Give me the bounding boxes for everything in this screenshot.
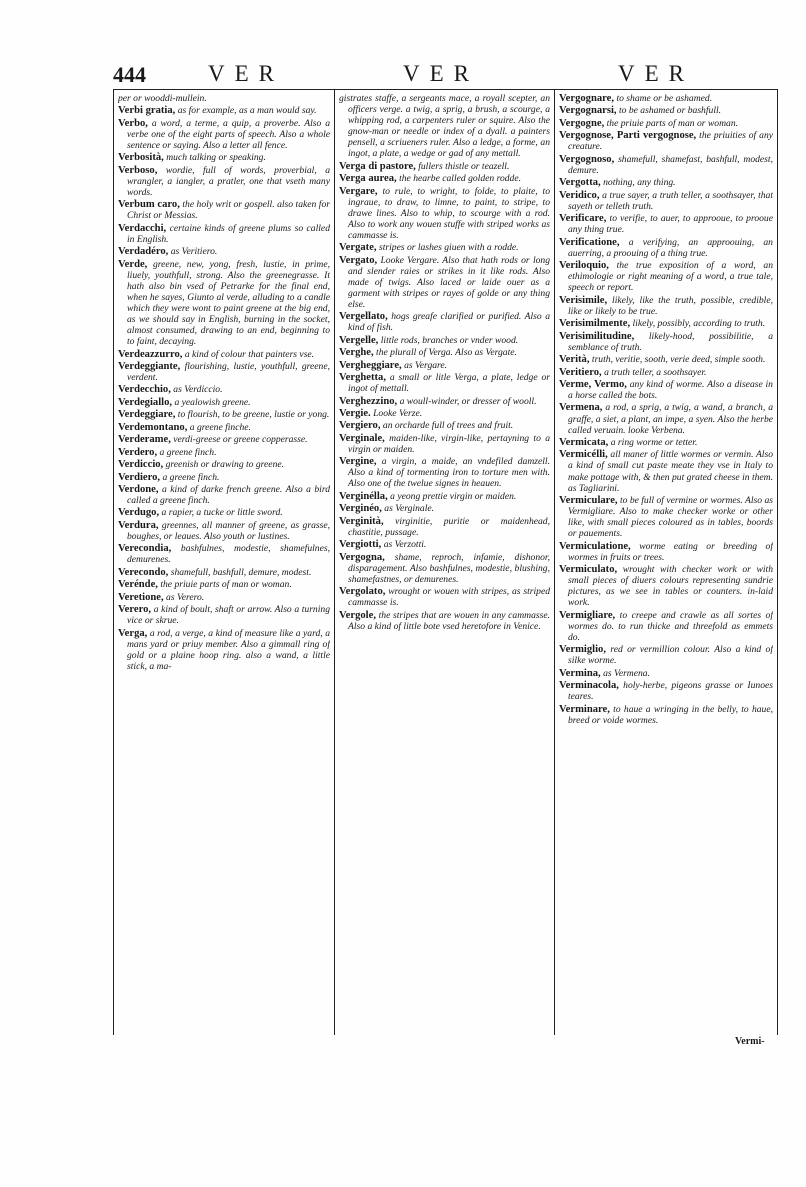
definition: the holy writ or gospell. also taken for Christ or Messias. <box>127 199 330 222</box>
running-head-right: VER <box>618 61 694 86</box>
dictionary-entry <box>339 456 550 489</box>
definition: to be ashamed or bashfull. <box>618 105 722 117</box>
dictionary-entry <box>559 495 773 539</box>
headword: Verénde, <box>118 579 158 591</box>
dictionary-entry <box>559 402 773 435</box>
headword: Verderame, <box>118 434 171 446</box>
headword: Verero, <box>118 604 152 616</box>
definition: greene, new, yong, fresh, lustie, in prime, liuely, youthfull, strong. Also the greenegrasse. It hath also bin vsed of Petrarke for the final end, when he sayes, Giunto al verde, alluding to a candle which they were wont to paint greene at the big end, as we should say in English, burning in the socket, almost consumed, drawing to an end, beginning to to faint, decaying. <box>127 258 330 348</box>
dictionary-entry <box>118 397 330 408</box>
dictionary-entry <box>339 552 550 585</box>
definition: a kind of darke french greene. Also a bird called a greene finch. <box>127 483 330 507</box>
dictionary-entry <box>559 237 773 259</box>
dictionary-entry <box>559 610 773 643</box>
definition: a rapier, a tucke or little sword. <box>161 507 283 519</box>
headword: Vermicata, <box>559 437 609 448</box>
definition: hogs greafe clarified or purified. Also a kind of fish. <box>348 311 550 334</box>
column-middle <box>339 93 550 1033</box>
dictionary-entry <box>339 335 550 346</box>
headword: Veritiero, <box>559 366 602 378</box>
headword: Verdecchio, <box>118 384 171 396</box>
definition: much talking or speaking. <box>166 152 266 164</box>
dictionary-entry <box>118 199 330 221</box>
definition: maiden-like, virgin-like, pertayning to a virgin or maiden. <box>348 432 550 455</box>
headword: Verificatione, <box>559 236 620 248</box>
definition: a kind of boult, shaft or arrow. Also a turning vice or skrue. <box>127 604 330 627</box>
headword: Verga di pastore, <box>339 160 416 172</box>
catchword: Vermi- <box>735 1036 765 1047</box>
running-head-left: VER <box>208 61 284 86</box>
headword: Verdemontano, <box>118 421 188 433</box>
dictionary-entry <box>118 105 330 116</box>
dictionary-entry <box>559 105 773 116</box>
dictionary-entry <box>339 408 550 419</box>
definition: holy-herbe, pigeons grasse or Iunoes teares. <box>568 680 773 703</box>
headword: Vermiculare, <box>559 495 618 507</box>
headword: Verme, Vermo, <box>559 378 627 390</box>
headword: Verisimilmente, <box>559 318 631 330</box>
headword: Vergotta, <box>559 177 601 189</box>
column-rule <box>777 90 778 1035</box>
headword: Verboso, <box>118 164 158 176</box>
dictionary-entry <box>559 295 773 317</box>
dictionary-entry <box>559 93 773 104</box>
dictionary-entry <box>559 668 773 679</box>
headword: Vergare, <box>339 185 378 197</box>
definition: to shame or be ashamed. <box>616 93 713 104</box>
headword: Vergie. <box>339 407 371 419</box>
headword: Verginélla, <box>339 490 388 502</box>
headword: Vergognare, <box>559 93 615 104</box>
definition: the stripes that are wouen in any cammasse. Also a kind of little bote vsed heretofore in Venice. <box>348 609 550 632</box>
definition: as Verzotti. <box>383 539 427 551</box>
headword: Verga aurea, <box>339 173 397 185</box>
headword: Veretione, <box>118 591 164 603</box>
definition: red or vermillion colour. Also a kind of silke worme. <box>568 644 773 667</box>
definition: a woull-winder, or dresser of wooll. <box>399 395 537 407</box>
headword: Verbum caro, <box>118 199 180 211</box>
dictionary-entry <box>339 360 550 371</box>
dictionary-entry <box>339 516 550 538</box>
dictionary-entry <box>339 372 550 394</box>
dictionary-entry <box>118 604 330 626</box>
headword: Verga, <box>118 627 148 639</box>
headword: Verde, <box>118 258 148 270</box>
dictionary-entry <box>559 331 773 353</box>
dictionary-entry <box>118 223 330 245</box>
dictionary-entry <box>559 564 773 608</box>
dictionary-entry <box>339 161 550 172</box>
dictionary-entry <box>118 459 330 470</box>
column-rule <box>334 90 335 1035</box>
definition: the priuities of any creature. <box>568 130 773 153</box>
column-rule <box>113 90 114 1035</box>
definition: likely, like the truth, possible, credible, like or likely to be true. <box>568 294 773 317</box>
definition: an orcharde full of trees and fruit. <box>382 420 514 432</box>
dictionary-entry <box>118 93 330 104</box>
headword: Verbo, <box>118 117 148 129</box>
dictionary-entry <box>559 704 773 726</box>
definition: shamefull, bashfull, demure, modest. <box>170 566 312 578</box>
headword: Verdugo, <box>118 507 160 519</box>
dictionary-entry <box>339 347 550 358</box>
definition: wrought with checker work or with small pieces of diuers colours representing sundrie pictures, as we see in tables or counters. in-laid work. <box>568 564 773 609</box>
dictionary-entry <box>339 420 550 431</box>
definition: as for example, as a man would say. <box>177 105 317 117</box>
definition: any kind of worme. Also a disease in a horse called the bots. <box>568 378 773 402</box>
headword: Verdegiallo, <box>118 396 173 408</box>
dictionary-entry <box>118 447 330 458</box>
dictionary-entry <box>118 484 330 506</box>
dictionary-entry <box>559 367 773 378</box>
dictionary-entry <box>118 246 330 257</box>
dictionary-entry <box>339 610 550 632</box>
headword: Verisimile, <box>559 294 608 306</box>
headword: Vergelle, <box>339 334 379 346</box>
definition: bashfulnes, modestie, shamefulnes, demurenes. <box>127 543 330 566</box>
definition: to be full of vermine or wormes. Also as Vermigliare. Also to make checker worke or other like, with small pieces coloured as in tables, boords or pauements. <box>568 495 773 540</box>
headword: Verminacola, <box>559 680 619 692</box>
headword: Vermiculato, <box>559 564 618 576</box>
dictionary-entry <box>339 586 550 608</box>
definition: likely-hood, possibilitie, a semblance of truth. <box>568 330 773 353</box>
headword: Vergognose, Parti vergognose, <box>559 130 697 142</box>
definition: truth, veritie, sooth, verie deed, simple sooth. <box>591 354 766 366</box>
definition: stripes or lashes giuen with a rodde. <box>378 242 519 254</box>
definition: wrought or wouen with stripes, as striped cammasse is. <box>348 586 550 609</box>
headword: Verginità, <box>339 515 384 527</box>
dictionary-entry <box>559 130 773 152</box>
dictionary-entry <box>559 190 773 212</box>
definition: a verifying, an approouing, an auerring, a proouing of a thing true. <box>568 236 773 259</box>
definition: virginitie, puritie or maidenhead, chastitie, pussage. <box>348 515 550 538</box>
dictionary-entry <box>559 318 773 329</box>
headword: Verghetta, <box>339 372 386 384</box>
headword: Veridico, <box>559 189 600 201</box>
column-left <box>118 93 330 1033</box>
headword: Vergiero, <box>339 420 381 432</box>
dictionary-entry <box>118 507 330 518</box>
definition: a truth teller, a soothsayer. <box>604 366 707 378</box>
definition: the true exposition of a word, an ethimologie or right meaning of a word, a true tale, speech or report. <box>568 260 773 294</box>
dictionary-entry <box>559 379 773 401</box>
definition: a kind of colour that painters vse. <box>184 348 315 360</box>
definition: the priuie parts of man or woman. <box>160 579 292 591</box>
definition: as Verero. <box>166 591 205 603</box>
headword: Verghe, <box>339 347 374 359</box>
dictionary-entry <box>118 567 330 578</box>
dictionary-entry <box>339 173 550 184</box>
definition: to creepe and crawle as all sortes of wormes do. to run thicke and threefold as emmets do. <box>568 609 773 643</box>
headword: Verdura, <box>118 519 159 531</box>
dictionary-entry <box>118 628 330 672</box>
headword: Vergheggiare, <box>339 359 402 371</box>
headword: Verdero, <box>118 446 158 458</box>
column-frame <box>113 90 778 1035</box>
definition: as Veritiero. <box>170 246 218 258</box>
dictionary-entry <box>559 260 773 293</box>
definition: verdi-greese or greene copperasse. <box>173 434 308 446</box>
definition: to haue a wringing in the belly, to haue, breed or voide wormes. <box>568 703 773 726</box>
dictionary-entry <box>118 422 330 433</box>
headword: Vermicélli, <box>559 449 608 461</box>
headword: Vermina, <box>559 667 601 679</box>
definition: a ring worme or tetter. <box>610 437 698 448</box>
dictionary-entry <box>559 449 773 493</box>
definition: a greene finch. <box>159 446 217 458</box>
headword: Vergine, <box>339 456 377 468</box>
definition: all maner of little wormes or vermin. Also a kind of small cut paste meate they vse in Italy to make pottage with, & then put grated cheese in them. as Tagliarini. <box>568 449 773 494</box>
headword: Verificare, <box>559 213 607 225</box>
headword: Vermiculatione, <box>559 540 631 552</box>
headword: Verdeazzurro, <box>118 348 183 360</box>
headword: Vergiotti, <box>339 539 382 551</box>
definition: a greene finch. <box>162 471 220 483</box>
headword: Verdacchi, <box>118 222 167 234</box>
definition: likely, possibly, according to truth. <box>632 318 766 330</box>
dictionary-entry <box>118 118 330 151</box>
headword: Vergato, <box>339 254 378 266</box>
dictionary-entry <box>118 472 330 483</box>
definition: to flourish, to be greene, lustie or yong. <box>177 409 330 421</box>
headword: Verdadéro, <box>118 246 169 258</box>
dictionary-entry <box>118 520 330 542</box>
definition: to rule, to wright, to folde, to plaite, to ingraue, to draw, to limne, to paint, to stripe, to drawe lines. Also to whip, to scourge with a rod. Also to work any wouen stuffe with striped works as cammasse is. <box>348 185 550 241</box>
definition: as Verginale. <box>384 503 435 515</box>
running-header <box>113 63 778 90</box>
definition: flourishing, lustie, youthfull, greene, verdent. <box>127 360 330 384</box>
headword: Verbi gratia, <box>118 105 176 117</box>
definition: shamefull, shamefast, bashfull, modest, demure. <box>568 153 773 176</box>
dictionary-entry <box>339 396 550 407</box>
headword: Veriloquio, <box>559 260 609 272</box>
dictionary-entry <box>118 152 330 163</box>
definition: greennes, all manner of greene, as grasse, boughes, or leaues. Also youth or lustines. <box>127 519 330 542</box>
definition: as Vermena. <box>603 667 650 679</box>
headword: Verecondo, <box>118 566 169 578</box>
definition: the plurall of Verga. Also as Vergate. <box>376 347 517 359</box>
definition: a yealowish greene. <box>174 396 251 408</box>
definition: little rods, branches or vnder wood. <box>380 334 519 346</box>
column-right <box>559 93 773 1033</box>
definition: Looke Verze. <box>373 407 423 419</box>
running-head-center: VER <box>403 61 479 86</box>
definition: gistrates staffe, a sergeants mace, a royall scepter, an officers verge. a twig, a sprig, a brush, a scourge, a whipping rod, a carpenters ruler or squire. Also the gnow-man or needle or index of a dyall. a painters pensell, a scriueners ruler. Also a ledge, a forme, an ingot, a plate, a wedge or gad of any mettall. <box>339 93 550 160</box>
dictionary-entry <box>559 177 773 188</box>
headword: Verdeggiante, <box>118 360 181 372</box>
definition: as Vergare. <box>404 359 448 371</box>
dictionary-entry <box>559 680 773 702</box>
dictionary-entry <box>339 491 550 502</box>
definition: a rod, a verge, a kind of measure like a yard, a mans yard or priuy member. Also a gimmall ring of gold or a plaine hoop ring. also a wand, a little stick, a ma- <box>127 627 330 672</box>
definition: a word, a terme, a quip, a proverbe. Also a verbe one of the eight parts of speech. Also a whole sentence or saying. Also a letter all fence. <box>127 117 330 151</box>
headword: Verginéo, <box>339 503 382 515</box>
definition: worme eating or breeding of wormes in fruits or trees. <box>568 540 773 563</box>
headword: Verità, <box>559 354 590 366</box>
dictionary-entry <box>339 242 550 253</box>
dictionary-entry <box>118 349 330 360</box>
definition: Looke Vergare. Also that hath rods or long and slender raies or strikes in it like rods. Also made of twigs. Also laced or laide ouer as a garment with stripes or rayes of golde or any thing else. <box>348 254 550 310</box>
dictionary-entry <box>118 259 330 347</box>
dictionary-entry <box>118 361 330 383</box>
headword: Vergogna, <box>339 551 385 563</box>
dictionary-entry <box>559 541 773 563</box>
headword: Vermigliare, <box>559 609 616 621</box>
headword: Verecondia, <box>118 543 172 555</box>
definition: as Verdiccio. <box>173 384 223 396</box>
dictionary-entry <box>118 592 330 603</box>
headword: Verdiccio, <box>118 459 164 471</box>
dictionary-entry <box>118 579 330 590</box>
dictionary-entry <box>118 165 330 198</box>
dictionary-entry <box>118 434 330 445</box>
dictionary-entry <box>339 539 550 550</box>
headword: Verginale, <box>339 432 385 444</box>
definition: per or wooddi-mullein. <box>118 93 207 104</box>
definition: a small or litle Verga, a plate, ledge or ingot of mettall. <box>348 372 550 395</box>
definition: to verifie, to auer, to approoue, to prooue any thing true. <box>568 213 773 236</box>
definition: a rod, a sprig, a twig, a wand, a branch, a graffe, a siet, a plant, an impe, a syen. Also the herbe called veruain. looke Verbena. <box>568 402 773 436</box>
headword: Verbosità, <box>118 152 164 164</box>
dictionary-entry <box>339 255 550 310</box>
headword: Vermena, <box>559 402 603 414</box>
dictionary-entry <box>339 503 550 514</box>
dictionary-entry <box>339 93 550 159</box>
dictionary-entry <box>559 437 773 448</box>
definition: the hearbe called golden rodde. <box>399 173 522 185</box>
definition: fullers thistle or teazell. <box>418 160 510 172</box>
definition: a virgin, a maide, an vndefiled damzell. Also a kind of tormenting iron to torture men with. Also one of the twelue signes in heauen. <box>348 456 550 490</box>
headword: Verdone, <box>118 483 159 495</box>
definition: shame, reproch, infamie, dishonor, disparagement. Also bashfulnes, modestie, blushing, shamefastnes, or demurenes. <box>348 551 550 585</box>
definition: greenish or drawing to greene. <box>165 459 285 471</box>
dictionary-entry <box>118 384 330 395</box>
definition: a true sayer, a truth teller, a soothsayer, that sayeth or telleth truth. <box>568 189 773 212</box>
dictionary-entry <box>118 409 330 420</box>
definition: certaine kinds of greene plums so called in English. <box>127 222 330 245</box>
definition: nothing, any thing. <box>603 177 676 189</box>
headword: Verdiero, <box>118 471 161 483</box>
dictionary-entry <box>118 543 330 565</box>
headword: Vergolato, <box>339 586 386 598</box>
dictionary-entry <box>339 186 550 241</box>
page-number: 444 <box>113 62 146 87</box>
headword: Verdeggiare, <box>118 409 176 421</box>
dictionary-entry <box>559 644 773 666</box>
headword: Vermiglio, <box>559 644 606 656</box>
definition: the priuie parts of man or woman. <box>606 117 739 129</box>
definition: a greene finche. <box>189 421 251 433</box>
column-rule <box>554 90 555 1035</box>
headword: Vergate, <box>339 242 377 254</box>
headword: Vergognarsi, <box>559 105 617 117</box>
headword: Vergogne, <box>559 117 605 129</box>
dictionary-entry <box>339 311 550 333</box>
headword: Vergole, <box>339 609 376 621</box>
dictionary-entry <box>339 433 550 455</box>
dictionary-entry <box>559 118 773 129</box>
dictionary-entry <box>559 213 773 235</box>
headword: Verisimilitudine, <box>559 330 635 342</box>
dictionary-entry <box>559 354 773 365</box>
headword: Vergognoso, <box>559 153 615 165</box>
definition: a yeong prettie virgin or maiden. <box>390 490 517 502</box>
headword: Vergellato, <box>339 311 388 323</box>
headword: Verminare, <box>559 703 610 715</box>
definition: wordie, full of words, proverbial, a wrangler, a iangler, a pratler, one that vseth many words. <box>127 164 330 198</box>
dictionary-entry <box>559 154 773 176</box>
headword: Verghezzino, <box>339 395 398 407</box>
